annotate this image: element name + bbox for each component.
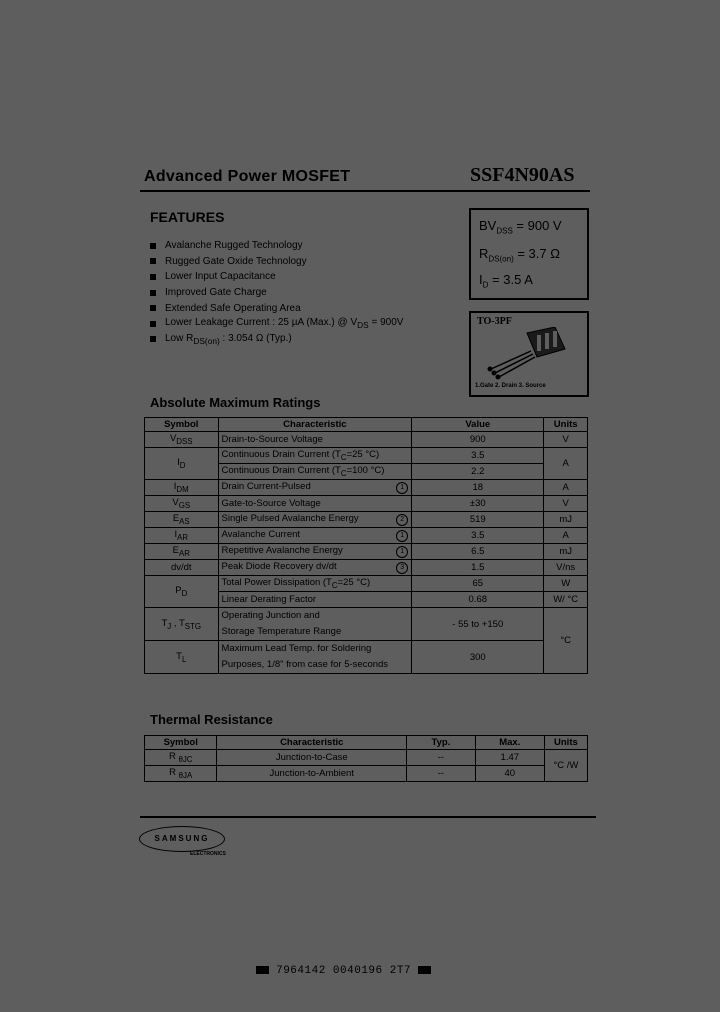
- table-row: [145, 448, 588, 464]
- bullet-icon: [150, 258, 156, 264]
- table-header-cell: Characteristic: [218, 418, 412, 432]
- unit-cell: A: [544, 448, 588, 480]
- characteristic-cell: Peak Diode Recovery dv/dt 3: [218, 560, 412, 576]
- symbol-cell: $I_D$: [145, 448, 219, 480]
- feature-text: Avalanche Rugged Technology: [165, 240, 303, 252]
- symbol-cell: $T_L$: [145, 641, 219, 674]
- characteristic-cell: Repetitive Avalanche Energy 1: [218, 544, 412, 560]
- bullet-icon: [150, 243, 156, 249]
- table-row: [145, 528, 588, 544]
- value-cell: ±30: [412, 496, 544, 512]
- unit-cell: °C: [544, 608, 588, 674]
- footer-code: [256, 965, 431, 977]
- max-cell: 40: [475, 766, 544, 782]
- unit-cell: V: [544, 496, 588, 512]
- unit-cell: mJ: [544, 512, 588, 528]
- table-row: [145, 641, 588, 674]
- value-cell: 3.5: [412, 528, 544, 544]
- barcode-block-right: [418, 966, 431, 974]
- spec-line: $R_{DS(on)} = 3.7$ Ω: [479, 246, 560, 264]
- characteristic-cell: Single Pulsed Avalanche Energy 2: [218, 512, 412, 528]
- unit-cell: A: [544, 528, 588, 544]
- value-cell: 300: [412, 641, 544, 674]
- spec-line: $I_D = 3.5$ A: [479, 272, 533, 290]
- value-cell: 1.5: [412, 560, 544, 576]
- symbol-cell: $V_{DSS}$: [145, 432, 219, 448]
- package-pinout: 1.Gate 2. Drain 3. Source: [475, 383, 546, 389]
- symbol-cell: R $_{\theta JA}$: [145, 766, 217, 782]
- table-row: [145, 766, 588, 782]
- bullet-icon: [150, 305, 156, 311]
- typ-cell: --: [407, 750, 476, 766]
- package-name: TO-3PF: [477, 316, 512, 327]
- bullet-icon: [150, 336, 156, 342]
- characteristic-cell: Junction-to-Ambient: [217, 766, 407, 782]
- table-header-cell: Characteristic: [217, 736, 407, 750]
- table-header-cell: Symbol: [145, 418, 219, 432]
- value-cell: - 55 to +150: [412, 608, 544, 641]
- table-row: [145, 750, 588, 766]
- characteristic-cell: Maximum Lead Temp. for Soldering Purposes, 1/8" from case for 5-seconds: [218, 641, 412, 674]
- feature-text: Improved Gate Charge: [165, 287, 267, 299]
- characteristic-cell: Total Power Dissipation ($T_C=25$ °C): [218, 576, 412, 592]
- feature-item: [150, 254, 403, 270]
- thermal-title: Thermal Resistance: [150, 712, 273, 727]
- feature-item: [150, 316, 403, 332]
- unit-cell: A: [544, 480, 588, 496]
- table-header-row: [145, 418, 588, 432]
- package-box: [469, 311, 589, 397]
- note-marker: 3: [396, 562, 408, 574]
- unit-cell: °C /W: [544, 750, 587, 782]
- footer-code-text: 7964142 0040196 2T7: [276, 965, 412, 977]
- value-cell: 65: [412, 576, 544, 592]
- thermal-table: [144, 735, 588, 782]
- table-header-cell: Typ.: [407, 736, 476, 750]
- unit-cell: V: [544, 432, 588, 448]
- symbol-cell: $V_{GS}$: [145, 496, 219, 512]
- unit-cell: W/ °C: [544, 592, 588, 608]
- value-cell: 6.5: [412, 544, 544, 560]
- document-title: Advanced Power MOSFET: [144, 168, 351, 185]
- feature-item: [150, 238, 403, 254]
- characteristic-cell: Continuous Drain Current ($T_C=100$ °C): [218, 464, 412, 480]
- value-cell: 18: [412, 480, 544, 496]
- note-marker: 2: [396, 514, 408, 526]
- typ-cell: --: [407, 766, 476, 782]
- feature-text: Lower Leakage Current : 25 µA (Max.) @ $V_{DS} = 900V$: [165, 317, 404, 331]
- note-marker: 1: [396, 530, 408, 542]
- value-cell: 0.68: [412, 592, 544, 608]
- features-title: FEATURES: [150, 209, 225, 225]
- characteristic-cell: Junction-to-Case: [217, 750, 407, 766]
- table-header-row: [145, 736, 588, 750]
- unit-cell: W: [544, 576, 588, 592]
- note-marker: 1: [396, 546, 408, 558]
- unit-cell: mJ: [544, 544, 588, 560]
- value-cell: 900: [412, 432, 544, 448]
- table-row: [145, 560, 588, 576]
- symbol-cell: dv/dt: [145, 560, 219, 576]
- characteristic-cell: Linear Derating Factor: [218, 592, 412, 608]
- symbol-cell: $E_{AS}$: [145, 512, 219, 528]
- feature-text: Rugged Gate Oxide Technology: [165, 255, 307, 267]
- abs-max-title: Absolute Maximum Ratings: [150, 395, 321, 410]
- table-row: [145, 544, 588, 560]
- symbol-cell: $E_{AR}$: [145, 544, 219, 560]
- key-specs-box: [469, 208, 589, 300]
- characteristic-cell: Avalanche Current 1: [218, 528, 412, 544]
- table-row: [145, 480, 588, 496]
- header-rule: [140, 190, 590, 192]
- feature-item: [150, 285, 403, 301]
- table-header-cell: Value: [412, 418, 544, 432]
- feature-text: Low $R_{DS(on)}$ : 3.054 Ω (Typ.): [165, 332, 292, 346]
- value-cell: 2.2: [412, 464, 544, 480]
- bullet-icon: [150, 274, 156, 280]
- table-row: [145, 496, 588, 512]
- table-header-cell: Max.: [475, 736, 544, 750]
- table-header-cell: Symbol: [145, 736, 217, 750]
- feature-text: Lower Input Capacitance: [165, 271, 276, 283]
- characteristic-cell: Drain Current-Pulsed 1: [218, 480, 412, 496]
- table-row: [145, 432, 588, 448]
- characteristic-cell: Drain-to-Source Voltage: [218, 432, 412, 448]
- features-list: [150, 238, 403, 347]
- table-row: [145, 608, 588, 641]
- value-cell: 3.5: [412, 448, 544, 464]
- feature-item: [150, 269, 403, 285]
- barcode-block-left: [256, 966, 269, 974]
- table-row: [145, 512, 588, 528]
- part-number: SSF4N90AS: [470, 164, 575, 186]
- abs-max-table: [144, 417, 588, 674]
- bullet-icon: [150, 321, 156, 327]
- characteristic-cell: Gate-to-Source Voltage: [218, 496, 412, 512]
- samsung-logo-sub: ELECTRONICS: [190, 851, 226, 857]
- table-row: [145, 576, 588, 592]
- symbol-cell: $P_D$: [145, 576, 219, 608]
- note-marker: 1: [396, 482, 408, 494]
- feature-item: [150, 300, 403, 316]
- spec-line: $BV_{DSS} = 900$ V: [479, 218, 562, 236]
- value-cell: 519: [412, 512, 544, 528]
- symbol-cell: R $_{\theta JC}$: [145, 750, 217, 766]
- characteristic-cell: Operating Junction and Storage Temperature Range: [218, 608, 412, 641]
- characteristic-cell: Continuous Drain Current ($T_C=25$ °C): [218, 448, 412, 464]
- footer-rule: [140, 816, 596, 818]
- symbol-cell: $T_J$ , $T_{STG}$: [145, 608, 219, 641]
- unit-cell: V/ns: [544, 560, 588, 576]
- symbol-cell: $I_{DM}$: [145, 480, 219, 496]
- feature-text: Extended Safe Operating Area: [165, 302, 301, 314]
- samsung-logo: SAMSUNG: [139, 826, 225, 852]
- table-header-cell: Units: [544, 736, 587, 750]
- feature-item: [150, 332, 403, 348]
- symbol-cell: $I_{AR}$: [145, 528, 219, 544]
- bullet-icon: [150, 290, 156, 296]
- package-drawing: [485, 327, 575, 383]
- max-cell: 1.47: [475, 750, 544, 766]
- table-header-cell: Units: [544, 418, 588, 432]
